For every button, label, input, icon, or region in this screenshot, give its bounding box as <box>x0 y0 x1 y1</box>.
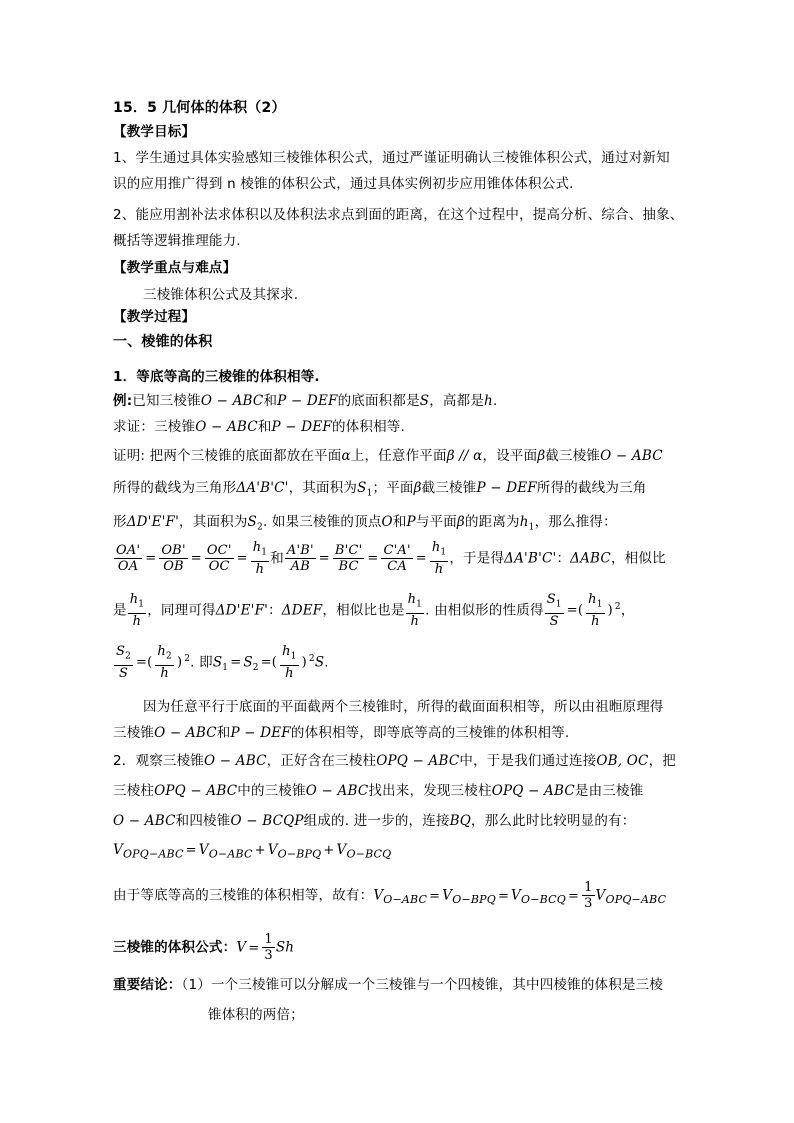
goal-1b: 识的应用推广得到 n 棱锥的体积公式，通过具体实例初步应用锥体体积公式. <box>113 176 574 192</box>
section-1-heading: 一、棱锥的体积 <box>113 334 213 350</box>
frac-one-third-formula: $\frac{1}{3}$ <box>264 932 273 963</box>
doc-title: 15．5 几何体的体积（2） <box>113 100 286 116</box>
proof-line-c: 形ΔD'E'F'，其面积为$S_2$. 如果三棱锥的顶点O和P与平面β的距离为$h_1$，那么推得： <box>113 514 617 533</box>
frac-h1-h-2: $\frac{h_1}{h}$ <box>431 540 447 577</box>
key-heading: 【教学重点与难点】 <box>113 260 237 276</box>
formula-label: 三棱锥的体积公式： <box>113 939 237 956</box>
important-label: 重要结论： <box>113 977 182 993</box>
equal-volume-line: 由于等底等高的三棱锥的体积相等，故有：$V_{O-ABC} = V_{O-BPQ} = V_{O-BCQ}$ = $\frac{1}{3}$ $V_{OPQ-ABC}$ <box>113 880 667 911</box>
important-conclusion-1b: 锥体积的两倍； <box>208 1007 304 1023</box>
ratio-equation: $\frac{OA'}{OA}$ = $\frac{OB'}{OB}$ = $\frac{OC'}{OC}$ = $\frac{h_1}{h}$ 和 $\frac{A'B'}{AB}$ = $\frac{B'C'}{BC}$ = $\frac{C'A'}{CA}$ = $\frac{h_1}{h}$ ，于是得ΔA'B'C'：ΔABC，相似比 <box>116 540 666 577</box>
frac-bc: $\frac{B'C'}{BC}$ <box>334 542 363 574</box>
goal-2a: 2、能应用割补法求体积以及体积法求点到面的距离，在这个过程中，提高分析、综合、抽象、 <box>113 207 684 223</box>
frac-oc: $\frac{OC'}{OC}$ <box>206 542 232 574</box>
observation-b: 三棱柱OPQ − ABC中的三棱锥O − ABC找出来，发现三棱柱OPQ − ABC是由三棱锥 <box>113 783 644 799</box>
prove-line: 求证：三棱锥O − ABC和P − DEF的体积相等. <box>113 419 405 435</box>
frac-s1-s: $\frac{S_1}{S}$ <box>546 592 562 629</box>
example-label: 例: <box>113 393 133 409</box>
proof-line-a: 证明: 把两个三棱锥的底面都放在平面α上，任意作平面β // α，设平面β截三棱锥O − ABC <box>113 448 663 464</box>
frac-ab: $\frac{A'B'}{AB}$ <box>286 542 314 574</box>
proof-line-f: $\frac{S_2}{S}$ =( $\frac{h_2}{h}$ ) $^2$. 即$S_1 = S_2$ =( $\frac{h_1}{h}$ ) $^2$S. <box>116 644 329 681</box>
frac-ob: $\frac{OB'}{OB}$ <box>161 542 186 574</box>
volume-sum-equation: $V_{OPQ-ABC} = V_{O-ABC} + V_{O-BPQ} + V_{O-BCQ}$ <box>113 842 392 861</box>
proof-line-e: 是 $\frac{h_1}{h}$ ，同理可得ΔD'E'F'：ΔDEF，相似比也是 $\frac{h_1}{h}$ . 由相似形的性质得 $\frac{S_1}{S}$ =( $\frac{h_1}{h}$ ) $^2$， <box>113 592 635 629</box>
observation-a: 2．观察三棱锥O − ABC，正好含在三棱柱OPQ − ABC中，于是我们通过连接OB, OC，把 <box>113 753 676 769</box>
observation-c: O − ABC和四棱锥O − BCQP组成的. 进一步的，连接BQ，那么此时比较明显的有： <box>113 813 636 829</box>
goal-2b: 概括等逻辑推理能力. <box>113 233 241 249</box>
conclusion-a: 因为任意平行于底面的平面截两个三棱锥时，所得的截面面积相等，所以由祖暅原理得 <box>143 699 664 715</box>
frac-h1-h-sq: $\frac{h_1}{h}$ <box>588 592 603 629</box>
frac-ca: $\frac{C'A'}{CA}$ <box>383 542 411 574</box>
frac-h1-h: $\frac{h_1}{h}$ <box>252 540 268 577</box>
process-heading: 【教学过程】 <box>113 309 196 325</box>
frac-oa: $\frac{OA'}{OA}$ <box>116 542 141 574</box>
volume-formula: 三棱锥的体积公式：V = $\frac{1}{3}$ Sh <box>113 932 295 963</box>
frac-ratio-2: $\frac{h_1}{h}$ <box>407 592 423 629</box>
frac-h1-h-3: $\frac{h_1}{h}$ <box>282 644 297 681</box>
important-conclusion-1a: 重要结论：（1）一个三棱锥可以分解成一个三棱锥与一个四棱锥，其中四棱锥的体积是三棱 <box>113 977 664 993</box>
frac-s2-s: $\frac{S_2}{S}$ <box>116 644 132 681</box>
item-1-title: 1．等底等高的三棱锥的体积相等. <box>113 369 320 385</box>
goal-heading: 【教学目标】 <box>113 124 196 140</box>
goal-1a: 1、学生通过具体实验感知三棱锥体积公式，通过严谨证明确认三棱锥体积公式，通过对新知 <box>113 150 670 166</box>
example-line: 例:已知三棱锥O − ABC和P − DEF的底面积都是S，高都是h. <box>113 393 498 409</box>
proof-line-b: 所得的截线为三角形ΔA'B'C'，其面积为$S_1$；平面β截三棱锥P − DEF所得的截线为三角 <box>113 480 647 499</box>
key-text: 三棱锥体积公式及其探求. <box>143 287 299 303</box>
conclusion-b: 三棱锥O − ABC和P − DEF的体积相等，即等底等高的三棱锥的体积相等. <box>113 725 570 741</box>
frac-ratio-1: $\frac{h_1}{h}$ <box>129 592 145 629</box>
frac-one-third: $\frac{1}{3}$ <box>584 880 593 911</box>
frac-h2-h: $\frac{h_2}{h}$ <box>157 644 172 681</box>
